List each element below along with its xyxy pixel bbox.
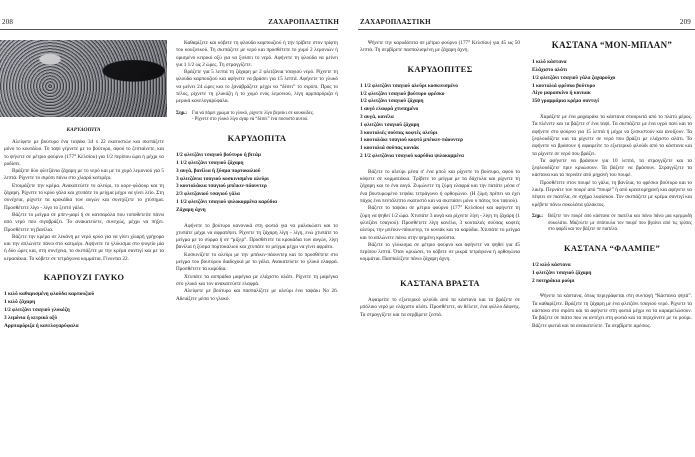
ingredient: 3 αυγά, βανίλια ή ξύσμα πορτοκαλιού [176, 167, 261, 174]
paragraph: Κοσκινίζετε το αλεύρι με την μπέικιν-πάουντερ και το προσθέτετε στο μείγμα του βουτύρου διαδοχικά με το γάλα. Ανακατεύετε το γλυκό ελαφρά. Προσθέτετε τα καρύδια. [176, 251, 338, 273]
ingredient: 1/2 φλιτζάνι τσαγιού ζάχαρη [360, 98, 424, 105]
ingredient: 1/2 φλιτζάνι τσαγιού γλυκόζη [4, 306, 70, 313]
ingredient-list [360, 83, 520, 161]
ingredient: 1 φλιτζάνι τσαγιού ζάχαρη [360, 121, 420, 128]
note-line: - Ρίχνετε στο γλυκό λίγο αγαρ να “δέσει” ένα ποσοστό αυτού. [192, 117, 309, 123]
page-number: 209 [679, 18, 691, 26]
recipe-heading-karydopita: ΚΑΡΥΔΟΠΙΤΑ [227, 132, 287, 143]
ingredient: Αρμπαρόριζα ή κανελογαρύφαλα [4, 322, 79, 329]
paragraph: Προσθέτετε στον πουρέ το γάλα, τη βανίλια, το φρέσκο βούτυρο και το λικέρ. Περνάτε τον πουρέ από “πουρέ” ή από κρεατομηχανή και αφήνετε να πέφτει σε πιατέλα, σε σχήμα λοφίσκου. Τον σκεπάζετε με κρέμα σαντιγί και κρέβετε πάνω σοκολάτα γάλακτος. [532, 179, 692, 208]
note-label: Σημ.: [532, 213, 544, 219]
ingredient-list [176, 152, 338, 214]
running-title: ΖΑΧΑΡΟΠΛΑΣΤΙΚΗ [268, 18, 339, 26]
paragraph: Ψήνετε την καρυδόπιτα σε μέτριο φούρνο (177° Κελσίου) για 45 ως 50 λεπτά. Τη σερβίρετε πασπαλισμένη με ζάχαρη άχνη. [360, 40, 520, 54]
note-line: Βάζετε τον πουρέ από κάστανα σε πιατέλα και πάνω πάνω μια κρεμμυδή σοκολάτα. Μαζεύετε με σπάτουλα τον πουρέ που βγαίνει από τις τρύπες στο φαρδί και τον βάζετε σε πιατέλα. [548, 213, 692, 233]
note-line: Για να πάρει χρώμα το γλυκό, ρίχνετε λίγο βερνίκι σε κουκκίδες. [192, 110, 314, 116]
running-title: ΖΑΧΑΡΟΠΛΑΣΤΙΚΗ [360, 18, 431, 26]
ingredient: Λίγο μαρασκίνο ή κονιιακ [532, 90, 591, 97]
ingredient: 2/3 φλιτζανιού τσαγιού γάλα [176, 191, 240, 198]
ingredient: 3 αυγά, κανέλα [360, 114, 394, 121]
left-page [0, 0, 345, 457]
page-number: 208 [2, 18, 14, 26]
ingredient: 1 κουταλιά φρέσκο βούτυρο [532, 82, 595, 89]
ingredient: 1 κουταλάκι τσαγιού κοφτό μπέικιν-πάουντερ [360, 137, 463, 144]
left-column-1 [4, 139, 164, 338]
note-label: Σημ.: [176, 110, 188, 116]
header-rule [0, 29, 338, 30]
ingredient: 1 κιλό κάστανα [532, 59, 567, 66]
note [532, 214, 692, 234]
recipe-heading-karydopites: ΚΑΡΥΔΟΠΙΤΕΣ [407, 63, 473, 74]
paragraph: Καθαρίζετε και κόβετε τη φλούδα καρπουζιού ή την τρίβετε στον τρίφτη του κουζινικού. Τη σκεπάζετε με νερό και προσθέτετε το χυμό 2 λεμονιών ή ορισμένο κιτρικό οξύ για να ξινίσει το νερό. Αφήνετε τη φλούδα να μείνει για 1 1/2 ως 2 ώρες. Τη στραγγίζετε. [176, 40, 338, 68]
paragraph: Βάζετε την κρέμα σε λεκάνη με νερό κρύο για να γίνει χλιαρή γρήγορα και την απλώνετε πάνω στο κατιμέρι. Αφήνετε το γλύκισμα στο ψυγείο μία ή δύο ώρες και, στη συνέχεια, το σκεπάζετε με την κρέμα σαντιγί και με τα κερασάκια. Το κόβετε σε τετράγωνα κομμάτια. Γίνονται 22. [4, 233, 164, 262]
ingredient: 1 1/2 φλιτζάνι τσαγιού ψιλοκομμένα καρύδια [176, 198, 278, 205]
ingredient: 1 κουταλιά σούπας κονιάκ [360, 145, 420, 152]
ingredient: 3 κουταλάκια τσαγιού μπέικιν-πάουντερ [176, 183, 267, 190]
photo-caption: ΚΑΡΥΔΟΠΙΤΑ [66, 127, 101, 133]
ingredient: 1/2 φλιτζάνι τσαγιού βούτυρο φρέσκο [360, 90, 445, 97]
karydopita-photo [0, 40, 167, 117]
paragraph: Αλείφετε με βούτυρο ένα ταψάκι 34 x 22 εκατοστών και σκεπάζετε μόνο το κουτάλιο. Το ταψί γέρνετε με το βούτυρο, αφού το ζεσταίνετε, και το ψήνετε σε μέτριο φούρνο (177° Κελσίου) για 1/2 περίπου ώρα ή μέχρι να ροδίσει. [4, 139, 164, 167]
note [176, 111, 338, 124]
paragraph: Αλείφετε με βούτυρο και πασπαλίζετε με αλεύρι ένα ταψάκι Νο 26. Αδειάζετε μέσα το γλυκό. [176, 288, 338, 302]
recipe-heading-kastana-flambe: ΚΑΣΤΑΝΑ “ΦΛΑΜΠΕ” [563, 242, 661, 253]
ingredient: 1 κιλό καθαρισμένη φλούδα καρπουζιού [4, 291, 95, 298]
paragraph: Βάζετε το αλεύρι μέσα σ' ένα μπολ και ρίχνετε το βούτυρο, αφού το κόψετε σε κομματάκια. Τρίβετε το μείγμα με τα δάχτυλα και ρίχνετε τη ζάχαρη και το ένα αυγό. Ζυμώνετε τη ζύμη ελαφρά και την πατάτε μέσα σ' ένα βουτυρωμένο τεψάκι τετράγωνο ή ορθογώνιο. (Η ζύμη πρέπει να έχει πάχος ένα πεντάλεπτο εκατοστό και να σκεπάσει μόνο ο πάτος του ταψιού). [360, 168, 520, 205]
recipe-heading-karpouzi: ΚΑΡΠΟΥΖΙ ΓΛΥΚΟ [43, 272, 125, 283]
ingredient-list [532, 262, 692, 285]
ingredient: 3 φλιτζάνια τσαγιού κοσκινισμένο αλεύρι [176, 175, 269, 182]
paragraph: Βάζετε το μείγμα σε μπεν-μαρί ή σε κατσαρόλα που τοποθετείτε πάνω από νερό που σιγοβράζει. Το ανακατεύετε, συνεχώς, μέχρι να πήξει. Προσθέτετε τη βανίλια. [4, 211, 164, 233]
recipe-heading-kastana-vrasta: ΚΑΣΤΑΝΑ ΒΡΑΣΤΑ [400, 277, 480, 288]
right-column-2 [532, 40, 692, 330]
header-rule [358, 29, 695, 30]
ingredient: 1/2 κιλό κάστανα [532, 262, 571, 269]
right-page [352, 0, 695, 457]
ingredient: 3 κουταλιές σούπας κοφτές αλεύρι [360, 129, 438, 136]
paragraph: Χαράζετε με ένα μαχαιράκι τα κάστανα σταυρωτά από το πλατύ μέρος. Τα πλένετε και τα βάζετε σ' ένα ταψί. Τα σκεπάζετε με ένα υγρό πανί και τα αφήνετε στο φούρνο για 15 λεπτά ή μέχρι να ξεσκιστούν και ανοίξουν. Τα ξεφλουδίζετε και τα ρίχνετε σε νερό που βράζει με ελάχιστο αλάτι. Τα αφήνετε να βράσουν ή αφαιρείτε το εξωτερικό φλούδι από τα κάστανα και τα ρίχνετε σε νερό που βράζει. [532, 114, 692, 157]
left-column-2 [176, 40, 338, 303]
right-column-1 [360, 40, 520, 319]
paragraph: Ψήνετε τα κάστανα, όπως περιγράφεται στη συνταγή “Κάστανα ψητά”. Τα καθαρίζετε. Βράζετε τη ζάχαρη με ένα φλιτζάνι τσαγιού νερό. Ρίχνετε τα κάστανα στο σιρόπι και τα αφήνετε στη φωτιά μέχρι να τα καραμελώσουν. Τα βάζετε σε πιάτο που να αντέχει στη φωτιά και τα περιχύνετε με το ρούμι. Βάζετε φωτιά και τα ανακατεύετε. Τα σερβίρετε αμέσως. [532, 293, 692, 329]
ingredient: Ελάχιστο αλάτι [532, 67, 568, 74]
ingredient: 1/2 φλιτζάνι τσαγιού βούτυρο ή βιτάμ [176, 152, 261, 159]
ingredient: 350 γραμμάρια κρέμα σαντιγί [532, 98, 599, 105]
ingredient-list [532, 59, 692, 106]
paragraph: Βάζετε το γλύκισμα σε μέτριο φούρνο και αφήνετε να ψηθεί για 45 περίπου λεπτά. Όταν κρυώσει, το κόβετε σε μικρά τετράγωνα ή ορθογώνια κομμάτια. Πασπαλίζετε πάνω ζάχαρη άχνη. [360, 241, 520, 263]
ingredient: 3 λεμόνια ή κιτρικό οξύ [4, 314, 58, 321]
ingredient: 1 αυγό ελαφρά χτυπημένο [360, 106, 419, 113]
ingredient: 1 κιλό ζάχαρη [4, 299, 36, 306]
ingredient: 1 φλιτζάνι τσαγιού ζάχαρη [532, 269, 592, 276]
ingredient: 2 ποτηράκια ρούμι [532, 277, 575, 284]
paragraph: Βράζετε δύο φλιτζάνια ζάχαρη με το νερό και με το χυμό λεμονιού για 5 λεπτά. Ρίχνετε το σιρόπι πάνω στο χλιαρό κατιμέρι. [4, 168, 164, 182]
paragraph: Ετοιμάζετε την κρέμα. Ανακατεύετε το αλεύρι, το κορν-φλάουρ και τη ζάχαρη. Ρίχνετε το κρύο γάλα και χτυπάτε το μείγμα μέχρι να γίνει λείο. Στη συνέχεια, ρίχνετε τα κροκάδια των αυγών και συνεχίζετε το χτύπημα. Προσθέτετε λίγο - λίγο το ζεστό γάλα. [4, 182, 164, 211]
paragraph: Τα αφήνετε να βράσουν για 10 λεπτά, τα στραγγίζετε και τα ξεφλουδίζετε πριν κρυώσουν. Τα βάζετε να βράσουν. Στραγγίζετε τα κάστανα και τα περνάτε από μηχανή του πουρέ. [532, 157, 692, 179]
ingredient: 1/2 φλιτζάνι τσαγιού γάλα ζαχαρούχο [532, 74, 616, 81]
ingredient: Ζάχαρη άχνη [176, 206, 206, 213]
ingredient-list [4, 291, 164, 330]
paragraph: Βράζετε για 5 λεπτά τη ζάχαρη με 2 φλιτζάνια τσαγιού νερό. Ρίχνετε τη φλούδα καρπουζιού και αφήνετε να βράσει για 15 λεπτά. Αφήνετε το γλυκό να μείνει 24 ώρες και το ξαναβράζετε μέχρι να “δέσει” το σιρόπι. Προς το τέλος, ρίχνετε τη γλυκόζη ή το χυμό ενός λεμονιού, λίγη αρμπαρόριζα ή μερικά κανελογαρύφαλα. [176, 69, 338, 105]
paragraph: Βάζετε το ταψάκι σε μέτριο φούρνο (177° Κελσίου) και αφήνετε τη ζύμη να ψηθεί 1/2 ώρα. Χτυπάτε 3 αυγά και ρίχνετε λίγη - λίγη τη ζάχαρη (1 φλιτζάνι τσαγιού). Προσθέτετε λίγη κανέλα, 3 κουταλιές σούπας κοφτές αλεύρι, την μπέικιν-πάουντερ, το κονιάκ και τα καρύδια. Χτυπάτε το μείγμα και το απλώνετε πάνω στην ψημένη κρούστα. [360, 205, 520, 241]
ingredient: 1 1/2 φλιτζάνι τσαγιού ζάχαρη [176, 159, 244, 166]
recipe-heading-kastana-mon-blan: ΚΑΣΤΑΝΑ “ΜΟΝ-ΜΠΛΑΝ” [551, 40, 673, 50]
ingredient: 2 1/2 φλιτζάνια τσαγιού καρύδια ψιλοκομμένα [360, 153, 464, 160]
paragraph: Αφαιρείτε το εξωτερικό φλούδι από τα κάστανα και τα βράζετε σε μπόλικο νερό με ελάχιστο αλάτι. Προσθέτετε, αν θέλετε, ένα φύλλο δάφνης. Τα στραγγίζετε και τα σερβίρετε ζεστά. [360, 297, 520, 318]
paragraph: Χτυπάτε τα ασπράδια μαρέγκα με ελάχιστο αλάτι. Ρίχνετε τη μαρέγκα στο γλυκό και τον ανακατεύετε ελαφρά. [176, 273, 338, 287]
paragraph: Αφήνετε το βούτυρο κανονικά στη φωτιά για να μαλακώσει και το χτυπάτε μέχρι να αφρατέψει. Ρίχνετε τη ζάχαρη λίγη - λίγη, ενώ χτυπάτε το μείγμα με το σύρμα ή σε “μίξερ”. Προσθέτετε τα κροκάδια των αυγών, λίγη βανίλια ή ξύσμα πορτοκαλιού και χτυπάτε το μείγμα μέχρι να γίνει αφράτο. [176, 222, 338, 251]
ingredient: 1 1/2 φλιτζάνι τσαγιού αλεύρι κοσκινισμένο [360, 82, 458, 89]
